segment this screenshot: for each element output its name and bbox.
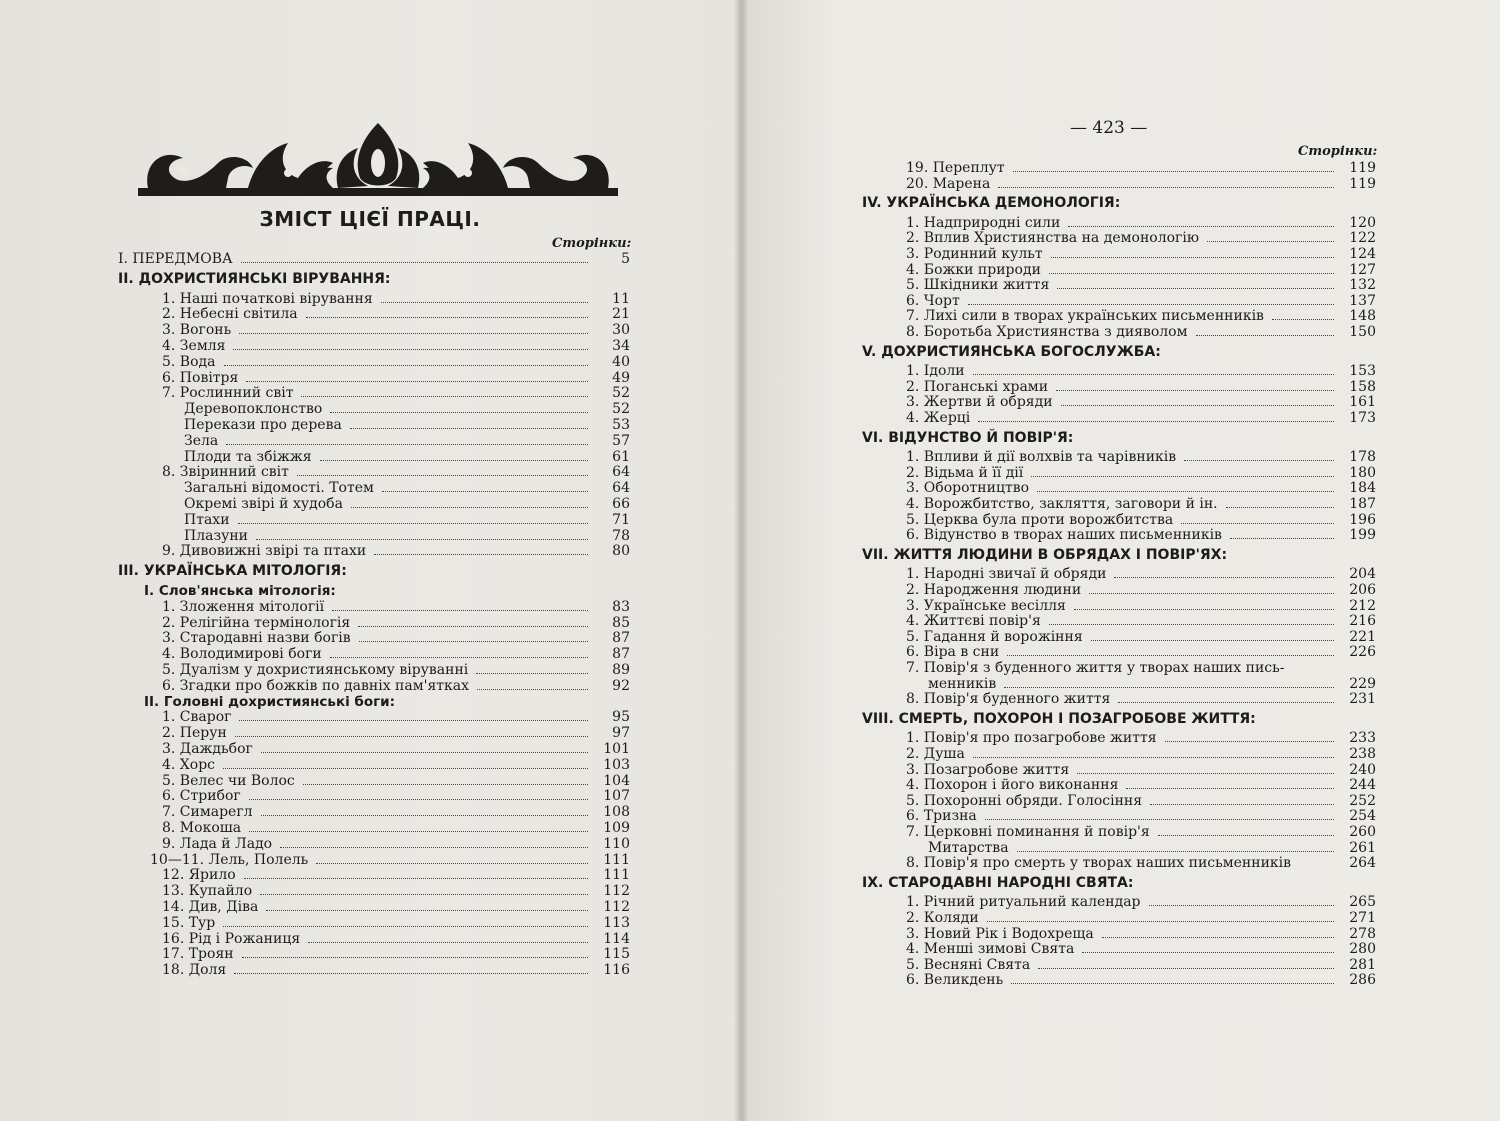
dot-leader <box>223 914 588 927</box>
toc-page-number: 264 <box>1349 855 1376 872</box>
dot-leader <box>1011 971 1334 984</box>
toc-entry-title: 2. Народження людини <box>906 582 1082 598</box>
toc-page-number: 178 <box>1349 449 1376 466</box>
dot-leader <box>985 807 1334 820</box>
toc-page-number: 104 <box>603 772 630 789</box>
toc-page-number: 120 <box>1349 214 1376 231</box>
toc-page-number: 180 <box>1349 464 1376 481</box>
toc-entry <box>118 542 630 560</box>
toc-page-number: 108 <box>603 804 630 821</box>
toc-page-number: 150 <box>1349 324 1376 340</box>
toc-page-number: 206 <box>1349 582 1376 598</box>
toc-page-number: 109 <box>603 820 630 836</box>
toc-entry-title: 5. Похоронні обряди. Голосіння <box>906 792 1143 809</box>
dot-leader <box>1007 643 1334 656</box>
dot-leader <box>1181 511 1334 524</box>
dot-leader <box>381 290 588 303</box>
toc-entry-title: 9. Дивовижні звірі та птахи <box>162 543 367 560</box>
toc-entry <box>862 409 1376 427</box>
dot-leader <box>978 409 1334 422</box>
toc-entry-title: 2. Коляди <box>906 910 979 926</box>
toc-entry-title: 8. Звіринний світ <box>162 464 289 481</box>
toc-entry-title: Плоди та збіжжя <box>184 448 312 465</box>
dot-leader <box>306 305 588 318</box>
toc-section-heading <box>118 562 630 580</box>
dot-leader <box>261 803 588 816</box>
toc-page-number: 5 <box>621 251 630 267</box>
toc-entry-title: IV. УКРАЇНСЬКА ДЕМОНОЛОГІЯ: <box>862 195 1121 212</box>
toc-entry-title: V. ДОХРИСТИЯНСЬКА БОГОСЛУЖБА: <box>862 343 1161 360</box>
dot-leader <box>1068 214 1334 227</box>
dot-leader <box>973 362 1334 375</box>
dot-leader <box>1061 393 1334 406</box>
toc-entry-title: 7. Церковні поминання й повір'я <box>906 824 1150 840</box>
toc-entry-title: 5. Велес чи Волос <box>162 772 295 789</box>
dot-leader <box>359 629 588 642</box>
dot-leader <box>374 542 588 555</box>
toc-page-number: 85 <box>612 614 630 631</box>
toc-entry <box>118 250 630 268</box>
dot-leader <box>968 292 1334 305</box>
toc-page-number: 229 <box>1349 675 1376 692</box>
toc-entry-title: VII. ЖИТТЯ ЛЮДИНИ В ОБРЯДАХ І ПОВІР'ЯХ: <box>862 546 1228 563</box>
dot-leader <box>1230 526 1334 539</box>
toc-page-number: 87 <box>612 646 630 663</box>
toc-entry-title: 12. Ярило <box>162 867 236 884</box>
toc-page-number: 204 <box>1349 566 1376 583</box>
dot-leader <box>261 740 588 753</box>
toc-entry-title: 5. Церква була проти ворожбитства <box>906 511 1174 528</box>
dot-leader <box>224 353 589 366</box>
toc-entry-title: 3. Стародавні назви богів <box>162 630 351 647</box>
toc-section-heading <box>862 546 1376 564</box>
toc-page-number: 97 <box>612 725 630 742</box>
toc-entry-title: 4. Жерці <box>906 410 971 426</box>
toc-page-number: 111 <box>603 867 630 884</box>
toc-page-number: 148 <box>1349 308 1376 325</box>
toc-entry-title: 5. Дуалізм у дохристиянському віруванні <box>162 662 469 678</box>
toc-entry-title: 3. Новий Рік і Водохреща <box>906 925 1094 942</box>
toc-page-number: 212 <box>1349 597 1376 614</box>
toc-page-number: 89 <box>612 662 630 678</box>
toc-entry-title: менників <box>928 675 997 692</box>
toc-page-number: 216 <box>1349 613 1376 630</box>
toc-page-number: 40 <box>612 353 630 370</box>
dot-leader <box>244 866 588 879</box>
dot-leader <box>1037 479 1334 492</box>
dot-leader <box>1082 940 1334 953</box>
dot-leader <box>280 835 588 848</box>
toc-entry-title: 7. Повір'я з буденного життя у творах наших пись- <box>906 660 1285 676</box>
toc-entry-title: Деревопоклонство <box>184 401 323 418</box>
toc-entry-title: 2. Вплив Християнства на демонологію <box>906 230 1200 247</box>
toc-entry-title: 1. Впливи й дії волхвів та чарівників <box>906 449 1177 466</box>
toc-entry-title: 4. Хорс <box>162 756 216 773</box>
toc-entry-title: 1. Річний ритуальний календар <box>906 894 1141 911</box>
toc-entry-title: 19. Переплут <box>906 160 1005 176</box>
toc-entry-title: Плазуни <box>184 527 248 544</box>
toc-page-number: 103 <box>603 756 630 773</box>
toc-page-number: 66 <box>612 496 630 512</box>
toc-page-number: 252 <box>1349 792 1376 809</box>
toc-entry-title: 6. Віра в сни <box>906 644 1000 661</box>
dot-leader <box>249 819 588 832</box>
toc-page-number: 187 <box>1349 496 1376 512</box>
toc-entry-title: 7. Симарегл <box>162 804 253 821</box>
toc-page-number: 83 <box>612 598 630 615</box>
toc-page-number: 244 <box>1349 777 1376 794</box>
toc-page-number: 87 <box>612 630 630 647</box>
toc-page-number: 57 <box>612 432 630 449</box>
toc-entry-title: 6. Стрибог <box>162 788 241 805</box>
toc-entry-title: IX. СТАРОДАВНІ НАРОДНІ СВЯТА: <box>862 874 1134 891</box>
dot-leader <box>1149 893 1334 906</box>
toc-entry-title: 7. Лихі сили в творах українських письменників <box>906 308 1264 325</box>
toc-entry-title: 15. Тур <box>162 914 216 931</box>
dot-leader <box>1158 823 1334 836</box>
left-page <box>0 0 742 1121</box>
toc-page-number: 101 <box>603 741 630 757</box>
toc-entry-title: Перекази про дерева <box>184 417 342 433</box>
toc-page-number: 52 <box>612 385 630 402</box>
decorative-floral-ornament <box>138 118 618 200</box>
toc-entry-title: 4. Менші зимові Свята <box>906 941 1075 958</box>
toc-page-number: 260 <box>1349 824 1376 840</box>
dot-leader <box>303 772 588 785</box>
dot-leader <box>256 527 588 540</box>
toc-page-number: 226 <box>1349 644 1376 661</box>
toc-page-number: 286 <box>1349 972 1376 989</box>
dot-leader <box>234 961 588 974</box>
toc-page-number: 261 <box>1349 839 1376 856</box>
toc-entry-title: 3. Даждьбог <box>162 741 253 757</box>
dot-leader <box>1126 776 1334 789</box>
toc-entry-title: I. Слов'янська мітологія: <box>144 583 336 599</box>
dot-leader <box>350 416 588 429</box>
toc-page-number: 78 <box>612 527 630 544</box>
toc-entry-title: 3. Оборотництво <box>906 480 1029 497</box>
toc-page-number: 92 <box>612 677 630 694</box>
toc-entry-title: 6. Чорт <box>906 292 960 309</box>
dot-leader <box>476 661 588 674</box>
toc-entry-title: 3. Позагробове життя <box>906 761 1070 778</box>
toc-section-heading <box>118 270 630 288</box>
dot-leader <box>260 882 588 895</box>
toc-page-number: 30 <box>612 322 630 339</box>
toc-page-number: 238 <box>1349 746 1376 762</box>
toc-page-number: 116 <box>603 962 630 979</box>
dot-leader <box>301 384 588 397</box>
toc-entry-title: 4. Ворожбитство, закляття, заговори й ін. <box>906 496 1218 512</box>
dot-leader <box>1004 675 1334 688</box>
toc-entry-title: 6. Згадки про божків по давніх пам'ятках <box>162 677 470 694</box>
dot-leader <box>1118 690 1334 703</box>
toc-page-number: 64 <box>612 480 630 497</box>
toc-page-number: 71 <box>612 511 630 528</box>
toc-page-number: 107 <box>603 788 630 805</box>
toc-entry <box>862 175 1376 193</box>
toc-entry-title: Окремі звірі й худоба <box>184 496 343 512</box>
toc-entry <box>862 854 1376 872</box>
dot-leader <box>1184 448 1334 461</box>
toc-page-number: 278 <box>1349 925 1376 942</box>
dot-leader <box>223 756 588 769</box>
dot-leader <box>1013 159 1334 172</box>
toc-entry-title: 6. Повітря <box>162 369 239 386</box>
dot-leader <box>297 463 588 476</box>
toc-page-number: 111 <box>603 851 630 868</box>
book-gutter <box>734 0 748 1121</box>
toc-entry-title: 2. Релігійна термінологія <box>162 614 351 631</box>
toc-page-number: 52 <box>612 401 630 418</box>
toc-entry-title: 8. Повір'я буденного життя <box>906 691 1111 708</box>
toc-page-number: 115 <box>603 946 630 963</box>
toc-page-number: 231 <box>1349 691 1376 708</box>
dot-leader <box>1049 261 1334 274</box>
toc-entry-title: I. ПЕРЕДМОВА <box>118 251 233 267</box>
toc-entry-title: 2. Небесні світила <box>162 306 298 323</box>
dot-leader <box>308 930 588 943</box>
toc-entry-title: VIII. СМЕРТЬ, ПОХОРОН І ПОЗАГРОБОВЕ ЖИТТЯ: <box>862 710 1256 727</box>
dot-leader <box>1207 229 1334 242</box>
dot-leader <box>1226 495 1334 508</box>
pages-column-label: Сторінки: <box>552 236 632 251</box>
toc-entry-title: Птахи <box>184 511 230 528</box>
toc-page-number: 112 <box>603 899 630 915</box>
dot-leader <box>226 432 588 445</box>
contents-title: ЗМІСТ ЦІЄЇ ПРАЦІ. <box>259 207 481 231</box>
toc-page-number: 199 <box>1349 527 1376 544</box>
toc-entry-title: 8. Мокоша <box>162 820 242 836</box>
toc-entry-title: III. УКРАЇНСЬКА МІТОЛОГІЯ: <box>118 563 347 580</box>
toc-page-number: 265 <box>1349 894 1376 911</box>
toc-page-number: 64 <box>612 464 630 481</box>
toc-entry-title: 16. Рід і Рожаниця <box>162 930 301 947</box>
toc-entry-title: 1. Ідоли <box>906 363 965 380</box>
toc-entry <box>862 690 1376 708</box>
dot-leader <box>1057 276 1334 289</box>
dot-leader <box>320 448 588 461</box>
dot-leader <box>1089 581 1334 594</box>
toc-entry-title: 5. Гадання й ворожіння <box>906 628 1083 645</box>
dot-leader <box>1077 761 1334 774</box>
toc-section-heading <box>862 710 1376 728</box>
dot-leader <box>249 787 588 800</box>
dot-leader <box>1074 597 1334 610</box>
toc-page-number: 173 <box>1349 410 1376 426</box>
dot-leader <box>330 400 588 413</box>
toc-page-number: 61 <box>612 448 630 465</box>
right-page <box>742 0 1500 1121</box>
toc-entry-title: II. ДОХРИСТИЯНСЬКІ ВІРУВАННЯ: <box>118 270 391 287</box>
toc-section-heading <box>862 429 1376 447</box>
dot-leader <box>987 909 1334 922</box>
toc-page-number: 132 <box>1349 277 1376 294</box>
dot-leader <box>477 677 588 690</box>
toc-entry <box>862 526 1376 544</box>
toc-entry-title: 2. Відьма й її дії <box>906 464 1024 481</box>
dot-leader <box>239 321 588 334</box>
toc-page-number: 49 <box>612 369 630 386</box>
dot-leader <box>1031 464 1334 477</box>
dot-leader <box>235 724 588 737</box>
pages-column-label: Сторінки: <box>1298 144 1378 159</box>
toc-page-number: 110 <box>603 835 630 852</box>
toc-page-number: 112 <box>603 883 630 900</box>
dot-leader <box>242 945 588 958</box>
toc-entry-title: 5. Весняні Свята <box>906 956 1031 973</box>
dot-leader <box>1049 612 1334 625</box>
dot-leader <box>1056 378 1334 391</box>
toc-entry-title: 5. Шкідники життя <box>906 277 1050 294</box>
toc-entry-title: Митарства <box>928 839 1009 856</box>
dot-leader <box>246 369 588 382</box>
toc-entry-title: 2. Перун <box>162 725 227 742</box>
dot-leader <box>316 851 588 864</box>
toc-page-number: 114 <box>603 930 630 947</box>
toc-entry-title: 3. Вогонь <box>162 322 232 339</box>
toc-entry-title: 1. Повір'я про позагробове життя <box>906 730 1157 747</box>
toc-entry <box>862 971 1376 989</box>
dot-leader <box>233 337 588 350</box>
dot-leader <box>1196 323 1334 336</box>
dot-leader <box>332 598 588 611</box>
toc-page-number: 122 <box>1349 230 1376 247</box>
toc-page-number: 113 <box>603 914 630 931</box>
toc-page-number: 124 <box>1349 246 1376 262</box>
toc-entry-title: 4. Божки природи <box>906 261 1041 278</box>
toc-page-number: 280 <box>1349 941 1376 958</box>
toc-page-number: 127 <box>1349 261 1376 278</box>
toc-entry-title: 10—11. Лель, Полель <box>150 851 309 868</box>
toc-entry-title: 9. Лада й Ладо <box>162 835 273 852</box>
toc-entry-title: 1. Зложення мітології <box>162 598 325 615</box>
toc-page-number: 254 <box>1349 808 1376 825</box>
toc-section-heading <box>862 194 1376 212</box>
toc-entry-title: 2. Поганські храми <box>906 378 1049 395</box>
dot-leader <box>241 250 588 263</box>
dot-leader <box>1114 565 1334 578</box>
toc-page-number: 34 <box>612 338 630 354</box>
toc-entry-title: 20. Марена <box>906 175 991 192</box>
toc-page-number: 184 <box>1349 480 1376 497</box>
toc-entry-title: 5. Вода <box>162 353 216 370</box>
toc-page-number: 233 <box>1349 730 1376 747</box>
toc-page-number: 119 <box>1349 175 1376 192</box>
toc-entry-title: 2. Душа <box>906 746 965 762</box>
toc-page-number: 221 <box>1349 628 1376 645</box>
page-number-header: — 423 — <box>1070 118 1148 138</box>
toc-entry <box>118 961 630 979</box>
toc-entry-title: 1. Народні звичаї й обряди <box>906 566 1107 583</box>
toc-page-number: 95 <box>612 709 630 726</box>
toc-entry-title: 17. Троян <box>162 946 234 963</box>
dot-leader <box>1051 245 1334 258</box>
dot-leader <box>351 495 588 508</box>
toc-page-number: 21 <box>612 306 630 323</box>
toc-entry-title: 13. Купайло <box>162 883 253 900</box>
toc-page-number: 161 <box>1349 394 1376 411</box>
dot-leader <box>1017 839 1334 852</box>
toc-entry-title: 8. Повір'я про смерть у творах наших письменників <box>906 855 1292 872</box>
toc-entry-title: 6. Відунство в творах наших письменників <box>906 527 1222 544</box>
toc-page-number: 196 <box>1349 511 1376 528</box>
dot-leader <box>973 745 1334 758</box>
toc-page-number: 153 <box>1349 363 1376 380</box>
toc-page-number: 158 <box>1349 378 1376 395</box>
dot-leader <box>239 708 588 721</box>
toc-entry-title: 6. Великдень <box>906 972 1004 989</box>
toc-entry-title: 1. Наші початкові вірування <box>162 290 373 307</box>
toc-entry-title: 4. Похорон і його виконання <box>906 777 1119 794</box>
toc-entry-title: II. Головні дохристиянські боги: <box>144 693 396 710</box>
toc-entry-title: 3. Жертви й обряди <box>906 394 1053 411</box>
toc-page-number: 11 <box>612 290 630 307</box>
toc-entry-title: 4. Земля <box>162 338 226 354</box>
toc-entry-title: Зела <box>184 432 219 449</box>
toc-entry-title: 14. Див, Діва <box>162 899 259 915</box>
toc-entry-title: 18. Доля <box>162 962 227 979</box>
toc-page-number: 271 <box>1349 910 1376 926</box>
dot-leader <box>1165 729 1334 742</box>
toc-page-number: 53 <box>612 417 630 433</box>
dot-leader <box>330 645 588 658</box>
dot-leader <box>266 898 588 911</box>
dot-leader <box>1102 925 1334 938</box>
dot-leader <box>1091 628 1334 641</box>
toc-page-number: 137 <box>1349 292 1376 309</box>
toc-page-number: 240 <box>1349 761 1376 778</box>
toc-section-heading <box>862 343 1376 361</box>
toc-entry-title: Загальні відомості. Тотем <box>184 480 374 497</box>
toc-entry <box>862 323 1376 341</box>
dot-leader <box>998 175 1334 188</box>
dot-leader <box>358 614 588 627</box>
toc-entry-title: 7. Рослинний світ <box>162 385 294 402</box>
toc-page-number: 119 <box>1349 160 1376 176</box>
toc-entry-title: 4. Володимирові боги <box>162 646 322 663</box>
toc-entry-title: 4. Життєві повір'я <box>906 613 1041 630</box>
toc-page-number: 80 <box>612 543 630 560</box>
toc-entry-title: 6. Тризна <box>906 808 977 825</box>
toc-section-heading <box>862 874 1376 892</box>
dot-leader <box>1272 307 1334 320</box>
dot-leader <box>1150 792 1334 805</box>
dot-leader <box>382 479 588 492</box>
toc-page-number: 281 <box>1349 956 1376 973</box>
toc-entry-title: 3. Родинний культ <box>906 246 1043 262</box>
dot-leader <box>238 511 588 524</box>
toc-entry-title: 1. Надприродні сили <box>906 214 1061 231</box>
toc-entry-title: VI. ВІДУНСТВО Й ПОВІР'Я: <box>862 429 1074 446</box>
dot-leader <box>1038 956 1334 969</box>
toc-entry-title: 3. Українське весілля <box>906 597 1066 614</box>
toc-entry-title: 1. Сварог <box>162 709 232 726</box>
toc-entry-title: 8. Боротьба Християнства з дияволом <box>906 324 1188 340</box>
